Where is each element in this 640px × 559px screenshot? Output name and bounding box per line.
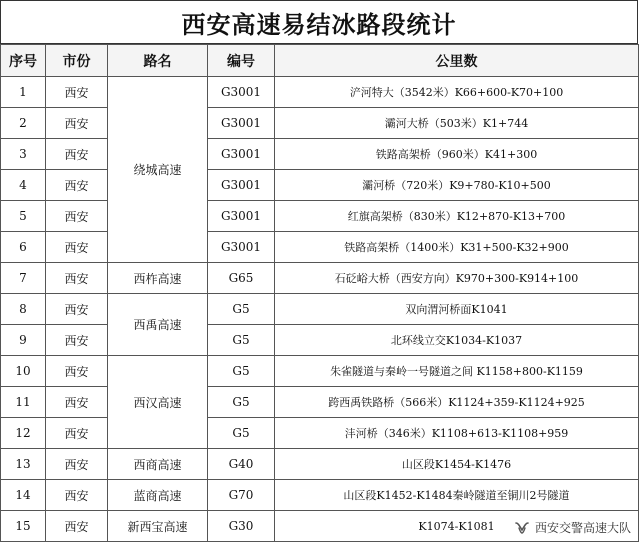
cell-road: 西柞高速 xyxy=(108,263,208,294)
cell-index: 12 xyxy=(1,418,46,449)
cell-city: 西安 xyxy=(46,170,108,201)
cell-km: 跨西禹铁路桥（566米）K1124+359-K1124+925 xyxy=(275,387,639,418)
watermark-text: 西安交警高速大队 xyxy=(534,521,631,535)
header-road: 路名 xyxy=(108,45,208,77)
cell-code: G5 xyxy=(208,387,275,418)
cell-city: 西安 xyxy=(46,294,108,325)
cell-code: G3001 xyxy=(208,77,275,108)
table-row xyxy=(1,294,639,325)
table-row xyxy=(1,356,639,387)
cell-city: 西安 xyxy=(46,511,108,542)
cell-index: 3 xyxy=(1,139,46,170)
table-row xyxy=(1,232,639,263)
cell-index: 15 xyxy=(1,511,46,542)
cell-index: 10 xyxy=(1,356,46,387)
cell-code: G5 xyxy=(208,294,275,325)
cell-road: 西商高速 xyxy=(108,449,208,480)
cell-index: 5 xyxy=(1,201,46,232)
cell-km: 灞河桥（720米）K9+780-K10+500 xyxy=(275,170,639,201)
cell-index: 1 xyxy=(1,77,46,108)
cell-code: G65 xyxy=(208,263,275,294)
table-row xyxy=(1,480,639,511)
cell-city: 西安 xyxy=(46,356,108,387)
table-row xyxy=(1,325,639,356)
cell-index: 13 xyxy=(1,449,46,480)
cell-city: 西安 xyxy=(46,77,108,108)
table-header-row xyxy=(1,45,639,77)
cell-km: 山区段K1452-K1484秦岭隧道至铜川2号隧道 xyxy=(275,480,639,511)
cell-code: G70 xyxy=(208,480,275,511)
cell-city: 西安 xyxy=(46,263,108,294)
cell-road: 蓝商高速 xyxy=(108,480,208,511)
cell-index: 8 xyxy=(1,294,46,325)
header-km: 公里数 xyxy=(275,45,639,77)
cell-road: 西汉高速 xyxy=(108,356,208,449)
table-row xyxy=(1,449,639,480)
cell-road: 绕城高速 xyxy=(108,77,208,263)
cell-index: 7 xyxy=(1,263,46,294)
cell-code: G3001 xyxy=(208,232,275,263)
cell-code: G30 xyxy=(208,511,275,542)
cell-km: 红旗高架桥（830米）K12+870-K13+700 xyxy=(275,201,639,232)
table-row xyxy=(1,77,639,108)
cell-index: 4 xyxy=(1,170,46,201)
cell-index: 14 xyxy=(1,480,46,511)
cell-km: 沣河桥（346米）K1108+613-K1108+959 xyxy=(275,418,639,449)
cell-city: 西安 xyxy=(46,418,108,449)
wechat-channel-icon xyxy=(514,520,530,536)
cell-code: G5 xyxy=(208,418,275,449)
cell-km: K1074-K1081 xyxy=(275,511,639,542)
cell-km: 灞河大桥（503米）K1+744 xyxy=(275,108,639,139)
cell-index: 6 xyxy=(1,232,46,263)
cell-city: 西安 xyxy=(46,201,108,232)
header-code: 编号 xyxy=(208,45,275,77)
table-row xyxy=(1,387,639,418)
cell-code: G40 xyxy=(208,449,275,480)
cell-road: 西禹高速 xyxy=(108,294,208,356)
cell-code: G3001 xyxy=(208,108,275,139)
cell-city: 西安 xyxy=(46,449,108,480)
header-city: 市份 xyxy=(46,45,108,77)
cell-city: 西安 xyxy=(46,108,108,139)
cell-city: 西安 xyxy=(46,139,108,170)
cell-index: 11 xyxy=(1,387,46,418)
cell-city: 西安 xyxy=(46,232,108,263)
cell-index: 2 xyxy=(1,108,46,139)
cell-km: 山区段K1454-K1476 xyxy=(275,449,639,480)
cell-city: 西安 xyxy=(46,387,108,418)
table-row xyxy=(1,139,639,170)
cell-index: 9 xyxy=(1,325,46,356)
cell-road: 新西宝高速 xyxy=(108,511,208,542)
cell-code: G3001 xyxy=(208,201,275,232)
page-title: 西安高速易结冰路段统计 xyxy=(0,0,638,44)
table-row xyxy=(1,201,639,232)
cell-km: 石砭峪大桥（西安方向）K970+300-K914+100 xyxy=(275,263,639,294)
table-row xyxy=(1,418,639,449)
cell-km: 双向渭河桥面K1041 xyxy=(275,294,639,325)
icy-road-table xyxy=(0,44,639,542)
cell-code: G5 xyxy=(208,325,275,356)
cell-code: G3001 xyxy=(208,170,275,201)
table-row xyxy=(1,263,639,294)
table-row xyxy=(1,108,639,139)
cell-km: 朱雀隧道与秦岭一号隧道之间 K1158+800-K1159 xyxy=(275,356,639,387)
cell-km: 北环线立交K1034-K1037 xyxy=(275,325,639,356)
cell-code: G5 xyxy=(208,356,275,387)
cell-city: 西安 xyxy=(46,325,108,356)
cell-km: 铁路高架桥（960米）K41+300 xyxy=(275,139,639,170)
cell-km: 铁路高架桥（1400米）K31+500-K32+900 xyxy=(275,232,639,263)
table-row xyxy=(1,170,639,201)
cell-code: G3001 xyxy=(208,139,275,170)
cell-km: 浐河特大（3542米）K66+600-K70+100 xyxy=(275,77,639,108)
header-index: 序号 xyxy=(1,45,46,77)
cell-city: 西安 xyxy=(46,480,108,511)
source-watermark xyxy=(511,518,634,537)
